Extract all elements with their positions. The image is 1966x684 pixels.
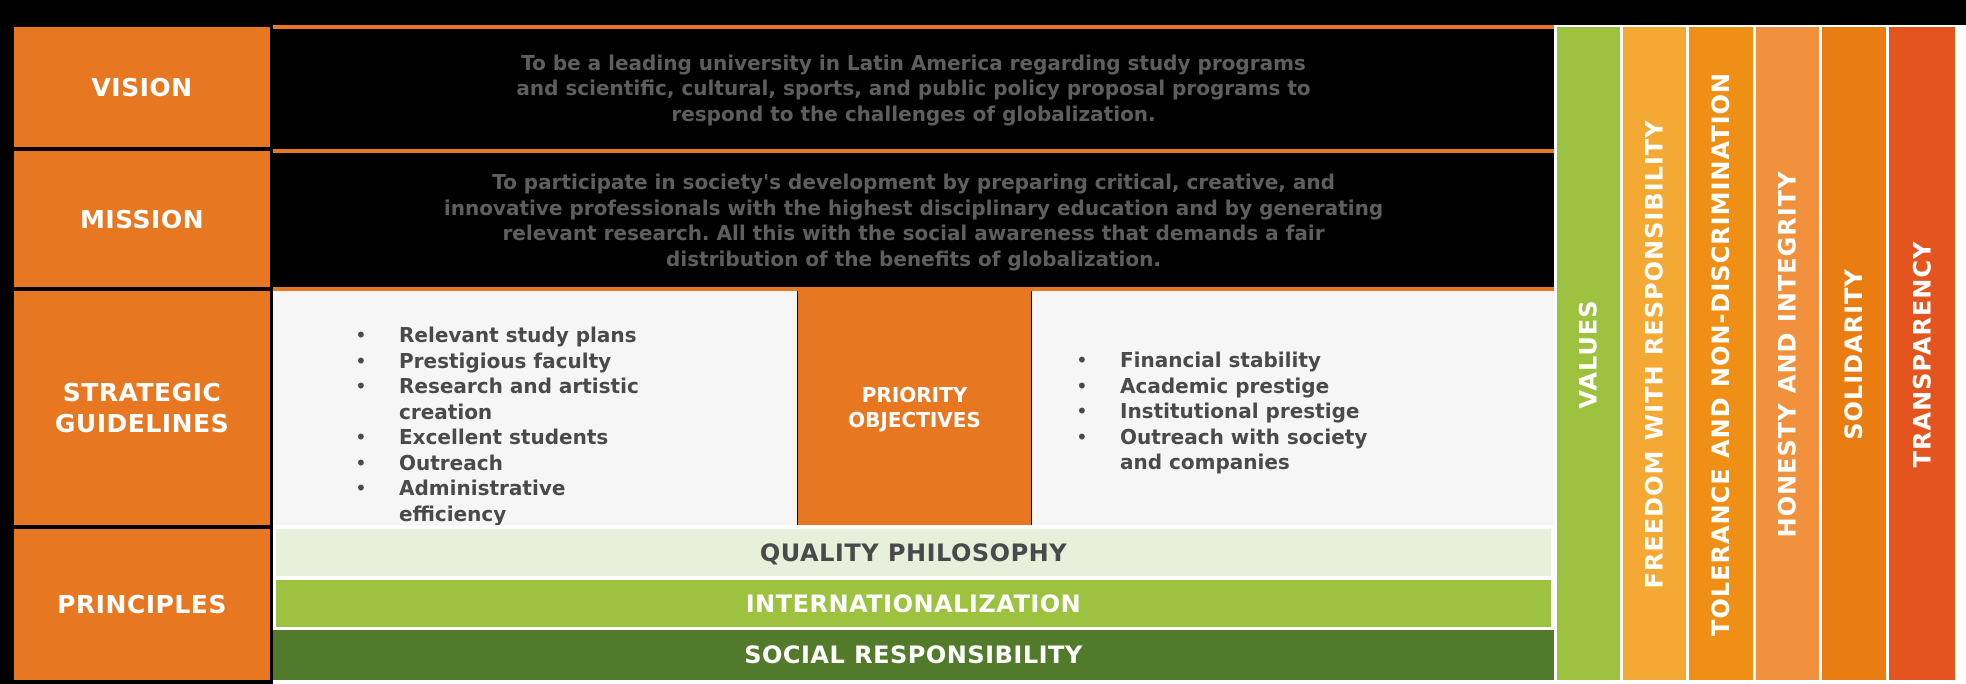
mission-line: innovative professionals with the highest disciplinary education and by generating [443,195,1384,220]
social-responsibility-band [273,630,1554,680]
list-item: • Financial stability [1074,348,1414,374]
vision-line: To be a leading university in Latin America regarding study programs [521,50,1306,75]
objectives-list [1074,348,1414,476]
list-item: • Prestigious faculty [353,349,643,375]
vision-label [14,27,270,147]
mission-line: distribution of the benefits of globalization. [666,246,1161,271]
values-header-text: VALUES [1574,298,1603,409]
list-item: • Outreach with society and companies [1074,425,1414,476]
value-label: HONESTY AND INTEGRITY [1773,170,1802,537]
priority-objectives-label [798,291,1031,525]
vision-line: respond to the challenges of globalization. [671,101,1156,126]
vision-statement [273,25,1554,149]
mission-label-text: MISSION [79,204,205,234]
list-item: • Relevant study plans [353,323,643,349]
list-item: • Research and artistic creation [353,374,643,425]
band-label: INTERNATIONALIZATION [745,589,1082,618]
objectives-panel [1032,291,1554,525]
guidelines-panel [273,291,797,525]
strategic-guidelines-label [14,291,270,525]
strategic-label-line1: STRATEGIC [62,378,222,407]
strategic-label-line2: GUIDELINES [54,409,230,438]
values-header [1557,27,1620,680]
value-column [1689,27,1753,680]
mission-line: relevant research. All this with the social awareness that demands a fair [502,221,1325,245]
value-label: TOLERANCE AND NON-DISCRIMINATION [1707,71,1735,636]
value-column [1889,27,1955,680]
value-column [1756,27,1819,680]
value-column [1623,27,1686,680]
value-label: FREEDOM WITH RESPONSIBILITY [1640,118,1669,589]
value-column [1822,27,1886,680]
priority-line2: OBJECTIVES [848,408,981,432]
band-label: SOCIAL RESPONSIBILITY [744,641,1083,669]
list-item: • Institutional prestige [1074,399,1414,425]
quality-philosophy-band [276,529,1551,576]
vision-line: and scientific, cultural, sports, and public policy proposal programs to [516,76,1311,101]
vision-label-text: VISION [91,72,193,102]
list-item: • Outreach [353,451,643,477]
principles-label [14,529,270,680]
guidelines-list [353,323,643,527]
value-label: TRANSPARENCY [1908,240,1936,467]
mission-statement [273,149,1554,289]
list-item: • Academic prestige [1074,374,1414,400]
internationalization-band [276,580,1551,627]
mission-label [14,151,270,287]
principles-label-text: PRINCIPLES [57,590,227,619]
list-item: • Administrative efficiency [353,476,643,527]
list-item: • Excellent students [353,425,643,451]
value-label: SOLIDARITY [1840,267,1869,440]
mission-line: To participate in society's development by preparing critical, creative, and [492,170,1335,194]
priority-line1: PRIORITY [861,383,968,407]
band-label: QUALITY PHILOSOPHY [759,538,1068,567]
